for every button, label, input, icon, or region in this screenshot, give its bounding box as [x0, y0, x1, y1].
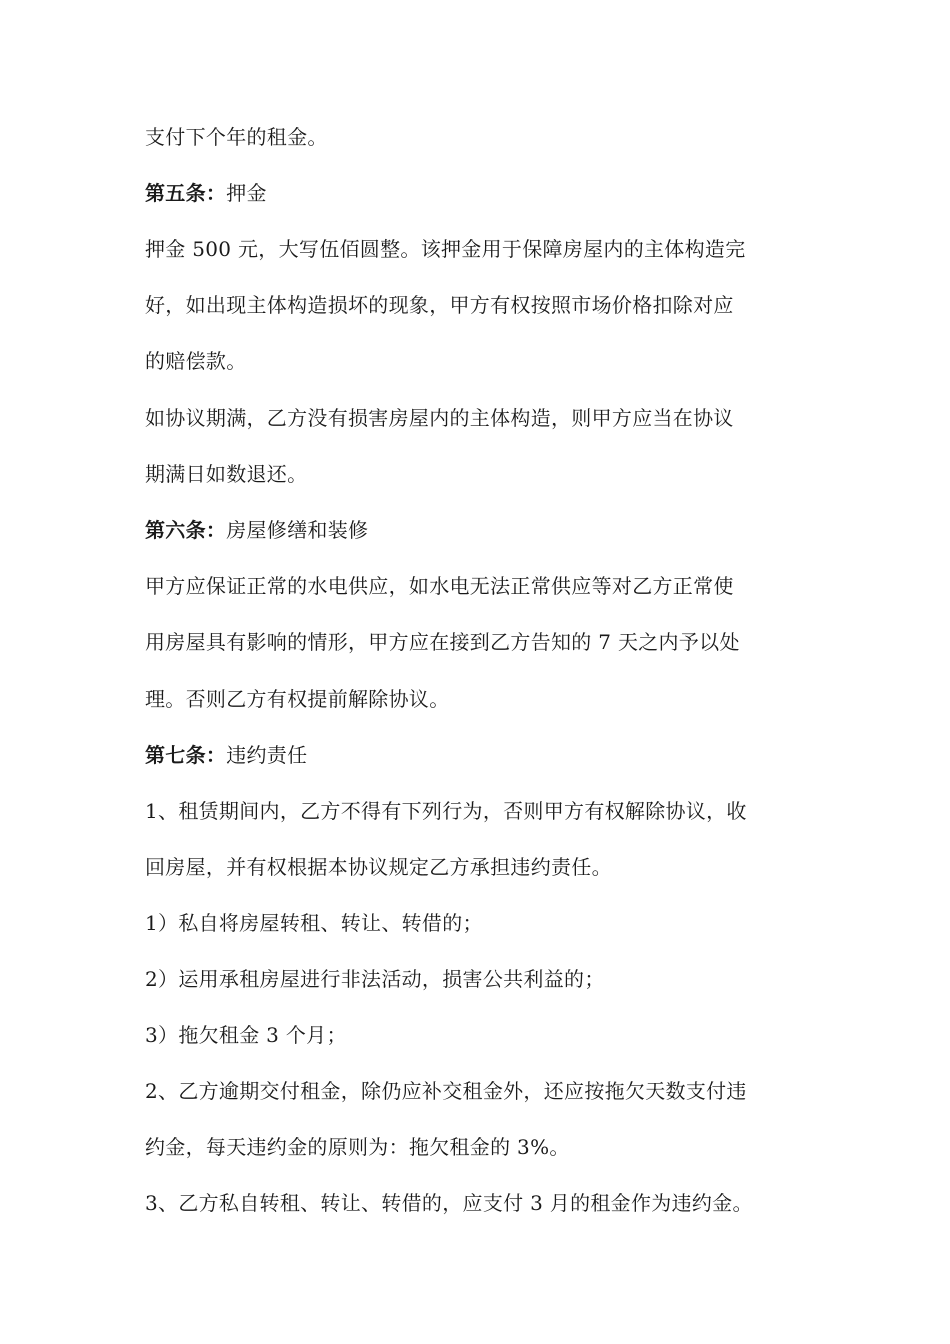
list-item: 1）私自将房屋转租、转让、转借的； [145, 911, 483, 935]
list-item: 3）拖欠租金 3 个月； [145, 1023, 347, 1047]
article-title: 押金 [226, 181, 267, 205]
paragraph-line: 用房屋具有影响的情形，甲方应在接到乙方告知的 7 天之内予以处 [145, 630, 740, 654]
paragraph-line: 2、乙方逾期交付租金，除仍应补交租金外，还应按拖欠天数支付违 [145, 1079, 747, 1103]
paragraph-line: 期满日如数退还。 [145, 462, 308, 486]
paragraph-line: 押金 500 元，大写伍佰圆整。该押金用于保障房屋内的主体构造完 [145, 237, 746, 261]
paragraph-line: 支付下个年的租金。 [145, 125, 328, 149]
paragraph-line: 约金，每天违约金的原则为：拖欠租金的 3%。 [145, 1135, 570, 1159]
section-heading-7 [145, 741, 825, 769]
section-heading-5 [145, 179, 825, 207]
section-heading-6 [145, 516, 825, 544]
paragraph-line: 1、租赁期间内，乙方不得有下列行为，否则甲方有权解除协议，收 [145, 799, 747, 823]
article-number: 第七条： [145, 743, 227, 767]
paragraph-line: 好，如出现主体构造损坏的现象，甲方有权按照市场价格扣除对应 [145, 293, 734, 317]
paragraph-line: 回房屋，并有权根据本协议规定乙方承担违约责任。 [145, 855, 612, 879]
paragraph-line: 的赔偿款。 [145, 349, 247, 373]
article-number: 第六条： [145, 518, 227, 542]
article-title: 房屋修缮和装修 [226, 518, 369, 542]
article-title: 违约责任 [226, 743, 308, 767]
paragraph-line: 甲方应保证正常的水电供应，如水电无法正常供应等对乙方正常使 [145, 574, 734, 598]
article-number: 第五条： [145, 181, 227, 205]
paragraph-line: 3、乙方私自转租、转让、转借的，应支付 3 月的租金作为违约金。 [145, 1191, 753, 1215]
paragraph-line: 理。否则乙方有权提前解除协议。 [145, 687, 450, 711]
paragraph-line: 如协议期满，乙方没有损害房屋内的主体构造，则甲方应当在协议 [145, 406, 734, 430]
list-item: 2）运用承租房屋进行非法活动，损害公共利益的； [145, 967, 605, 991]
